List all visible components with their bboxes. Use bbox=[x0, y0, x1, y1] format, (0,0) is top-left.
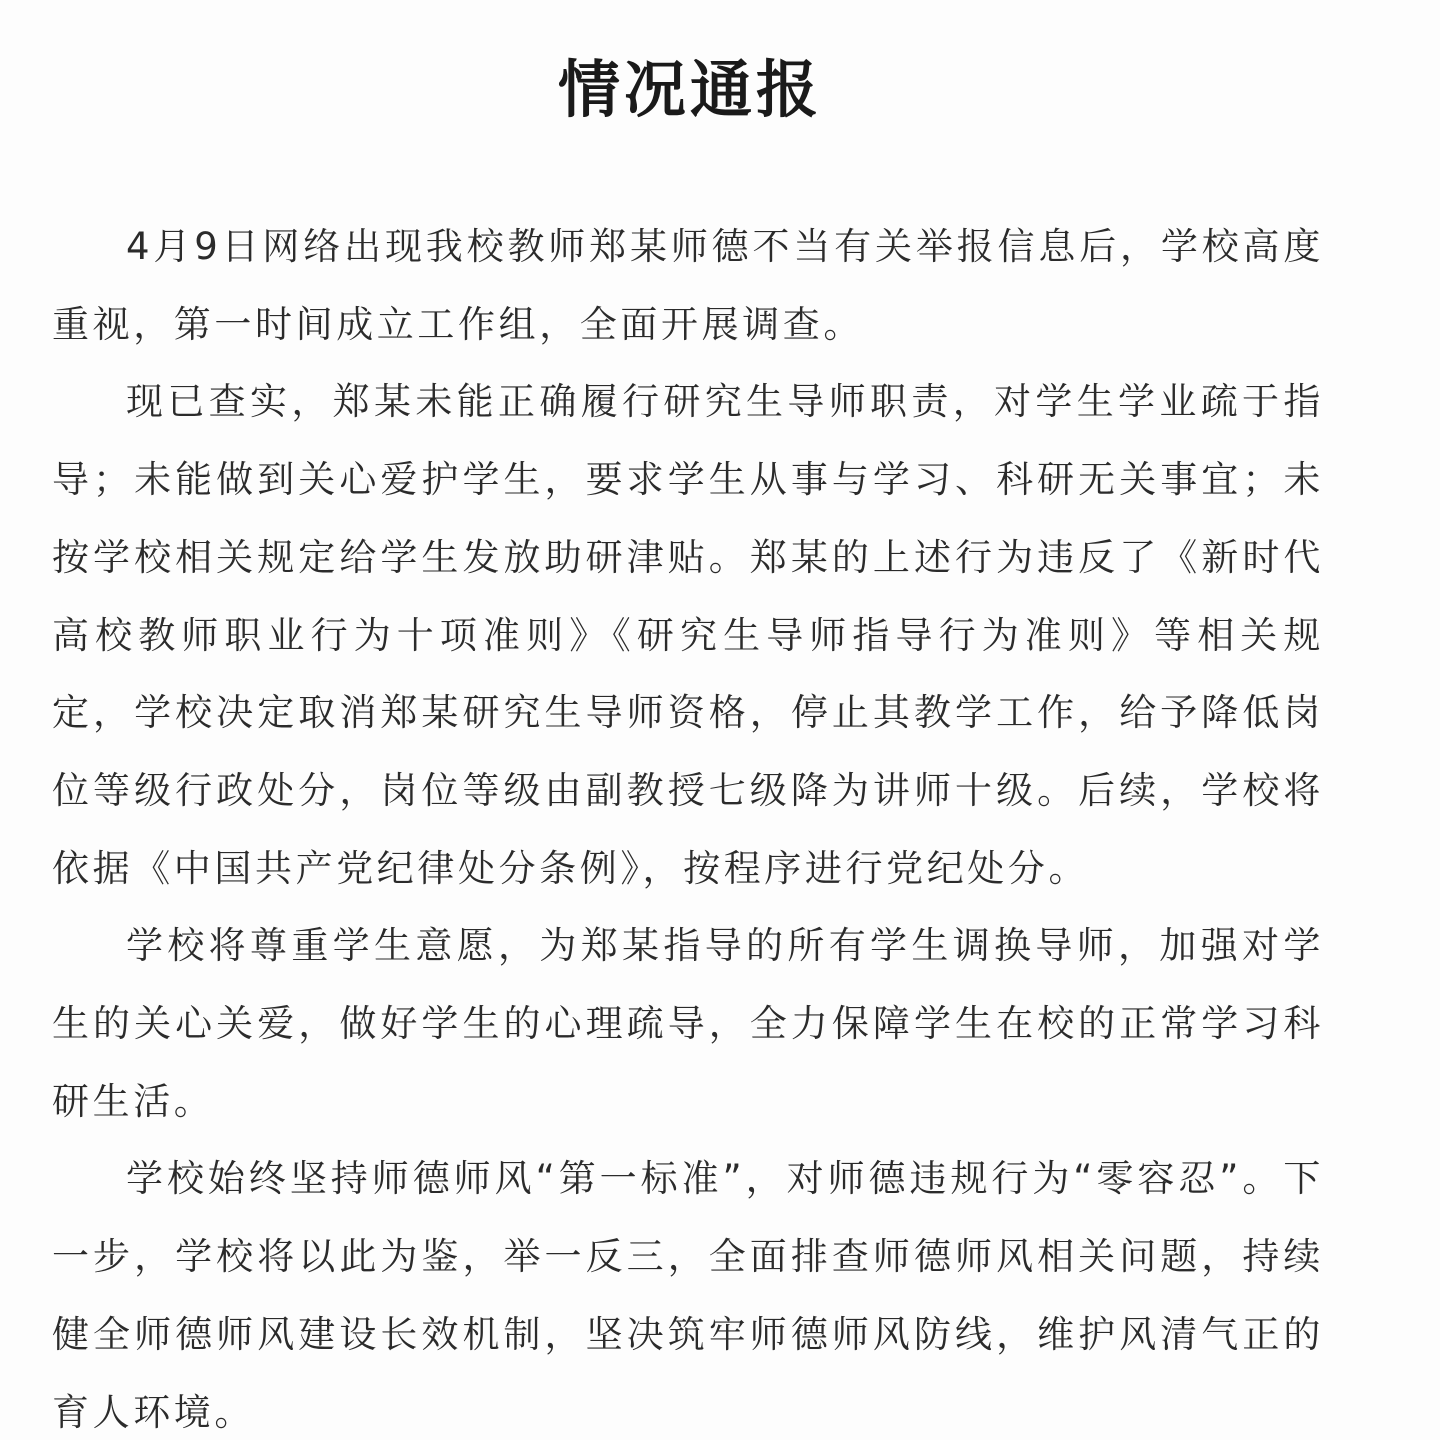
paragraph-3: 学校将尊重学生意愿，为郑某指导的所有学生调换导师，加强对学生的关心关爱，做好学生的心理疏导，全力保障学生在校的正常学习科研生活。 bbox=[52, 924, 1324, 1123]
document-title: 情况通报 bbox=[557, 53, 822, 126]
document-body bbox=[52, 208, 1324, 1451]
paragraph-2: 现已查实，郑某未能正确履行研究生导师职责，对学生学业疏于指导；未能做到关心爱护学生，要求学生从事与学习、科研无关事宜；未按学校相关规定给学生发放助研津贴。郑某的上述行为违反了《新时代高校教师职业行为十项准则》《研究生导师指导行为准则》等相关规定，学校决定取消郑某研究生导师资格，停止其教学工作，给予降低岗位等级行政处分，岗位等级由副教授七级降为讲师十级。后续，学校将依据《中国共产党纪律处分条例》，按程序进行党纪处分。 bbox=[52, 380, 1324, 890]
paragraph-4: 学校始终坚持师德师风“第一标准”，对师德违规行为“零容忍”。下一步，学校将以此为鉴，举一反三，全面排查师德师风相关问题，持续健全师德师风建设长效机制，坚决筑牢师德师风防线，维护风清气正的育人环境。 bbox=[52, 1157, 1324, 1434]
paragraph-1: 4月9日网络出现我校教师郑某师德不当有关举报信息后，学校高度重视，第一时间成立工作组，全面开展调查。 bbox=[52, 225, 1324, 346]
